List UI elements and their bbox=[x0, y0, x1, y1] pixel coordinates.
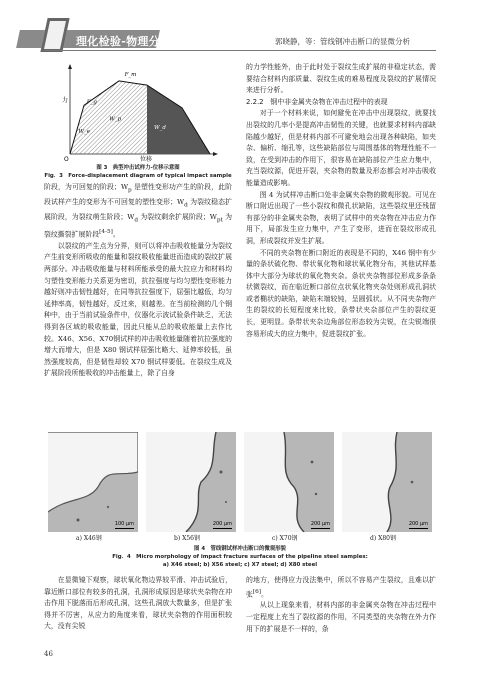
scale-bar-c: 200 μm bbox=[310, 521, 330, 527]
panel-label-a: a) X46钢 bbox=[76, 535, 102, 542]
journal-name: 理化检验-物理分册 bbox=[76, 35, 172, 48]
figure3-caption-en: Fig．3 Force-displacement diagram of typical impact sample bbox=[44, 173, 232, 179]
left-paragraph-1: 阶段，为可回复的阶段；$W_p$ 是塑性变形功产生的阶段，此阶段试样产生的变形为不可回复的塑性变形；$W_d$ 为裂纹稳态扩展阶段，为裂纹萌生阶段；$W_d$ 为裂纹剩余扩展阶段；$W_{pt}$ 为裂纹撕裂扩展阶段[4-5]。 bbox=[44, 183, 232, 239]
section-heading: 2.2.2 钢中非金属夹杂物在冲击过程中的表现 bbox=[246, 97, 388, 106]
page-number: 46 bbox=[44, 650, 53, 658]
y-axis-label: 力 bbox=[62, 97, 69, 104]
scale-bar-b: 200 μm bbox=[212, 521, 232, 527]
micrograph-b bbox=[146, 432, 236, 532]
right-paragraph-0: 的力学性能外，由于此时处于裂纹生成扩展的非稳定状态，需要结合材料内部质量、裂纹生成的难易程度及裂纹的扩展情况来进行分析。 bbox=[246, 63, 436, 95]
bottom-right-column bbox=[246, 575, 436, 635]
figure4-caption-en: Fig．4 Micro morphology of impact fracture surfaces of the pipeline steel samples: bbox=[112, 554, 368, 560]
micrograph-d bbox=[342, 432, 432, 532]
scale-bar-d: 200 μm bbox=[408, 521, 428, 527]
right-paragraph-3: 不同的夹杂物在断口附近的表现是不同的，X46 钢中有少量的条状硫化物、带状氧化物和球状氧化物分布，其他试样基体中大部分为球状的氧化物夹杂。条状夹杂物部位形成多条条状微裂纹，而在临近断口部位点状氧化物夹杂处则形成孔洞状或者椭状的缺陷，缺陷末端较钝，呈圆弧状。从不同夹杂物产生的裂纹的长短程度来比较，条带状夹杂部位产生的裂纹更长，更明显。条带状夹杂边角部位形态较为尖锐，在尖锐端很容易形成大的应力集中，促进裂纹扩张。 bbox=[246, 248, 436, 338]
x-axis-label: 位移 bbox=[140, 156, 153, 162]
right-paragraph-1: 对于一个材料来说，如何避免在冲击中出现裂纹，就要找出裂纹的几率小是提高冲击韧性的关键，也就要求材料内部缺陷越少越好，但是材料内部不可避免地会出现各种缺陷，如夹杂、偏析、缩孔等，这些缺陷部位与周围基体的物理性能不一致，在受到冲击的作用下，很容易在缺陷部位产生应力集中，充当裂纹源，促进开裂，夹杂物的数量及形态都会对冲击吸收能量造成影响。 bbox=[246, 109, 436, 187]
figure3-chart bbox=[48, 62, 228, 162]
figure4-caption-en2: a) X46 steel; b) X56 steel; c) X7 steel; d) X80 steel bbox=[162, 562, 318, 568]
micrograph-a bbox=[48, 432, 138, 532]
panel-label-b: b) X56钢 bbox=[174, 535, 200, 542]
micrograph-c bbox=[244, 432, 334, 532]
running-head: 郭晓静，等：管线钢冲击断口的显微分析 bbox=[275, 37, 410, 46]
bottom-right-paragraph-2: 从以上现象来看，材料内部的非金属夹杂物在冲击过程中一定程度上充当了裂纹源的作用，不同类型的夹杂物在外力作用下的扩展是不一样的，条 bbox=[246, 601, 436, 633]
left-column bbox=[44, 182, 232, 380]
right-paragraph-2: 图 4 为试样冲击断口处非金属夹杂物的微观形貌。可见在断口附近出现了一些小裂纹和微孔状缺陷，这些裂纹里还残留有部分的非金属夹杂物，表明了试样中的夹杂物在冲击应力作用下，局部发生应力集中，产生了变形，进而在裂纹形成孔洞，形成裂纹并发生扩展。 bbox=[246, 190, 436, 245]
header-rule bbox=[44, 50, 436, 51]
bottom-left-column bbox=[44, 575, 232, 633]
point-label: F_m bbox=[124, 71, 137, 78]
region-label: W_d bbox=[154, 124, 166, 131]
region-label: W_p bbox=[109, 116, 122, 123]
bottom-right-paragraph-1: 的地方，使得应力没法集中，所以不容易产生裂纹，且难以扩张[6]。 bbox=[246, 576, 436, 598]
propagation-region bbox=[147, 85, 210, 154]
scale-bar-a: 100 μm bbox=[114, 521, 134, 527]
panel-label-d: d) X80钢 bbox=[370, 535, 396, 542]
right-column bbox=[246, 62, 436, 340]
left-paragraph-2: 以裂纹的产生点为分界，则可以将冲击吸收能量分为裂纹产生前变形所吸收的能量和裂纹吸收能量进而造成的裂纹扩展两部分。冲击吸收能量与材料所能承受的最大拉应力和材料均匀塑性变形能力关系更为密切，抗拉强度与均匀塑性变形能力越好则冲击韧性越好，在同等抗拉强度下，屈强比越低，均匀延伸率高，韧性越好，反过来，则越差。在当前检测的几个钢种中，由于当前试验条件中，仪器化示波试验条件缺乏，无法得到各区域的吸收能量，因此只能从总的吸收能量上去作比较。X46、X56、X70钢试样的冲击吸收能量随着抗拉强度的增大而增大，但是 X80 钢试样屈强比略大、延伸率较低，虽然强度较高，但是韧性却较 X70 钢试样要低。在裂纹生成及扩展阶段所能吸收的冲击能量上，除了自身 bbox=[44, 241, 232, 378]
region-label: W_e bbox=[78, 129, 91, 135]
figure4-caption bbox=[44, 545, 436, 569]
figure3-caption bbox=[44, 164, 232, 180]
panel-label-c: c) X70钢 bbox=[272, 535, 298, 542]
figure3-caption-zh: 图 3 典型冲击试样力-位移示意图 bbox=[96, 165, 180, 171]
page-header bbox=[0, 0, 480, 56]
bottom-left-paragraph: 在显微镜下观察，球状氧化物边界较平滑、冲击试验后，靠近断口部位有较多的孔洞，孔洞形成原因是球状夹杂物在冲击作用下脱落而后形成孔洞，这些孔洞放大数量多，但是扩张得并不厉害，从应力的角度来看，球状夹杂物的作用面积较大，没有尖锐 bbox=[44, 576, 232, 631]
origin-label: O bbox=[64, 156, 69, 162]
figure4-caption-zh: 图 4 管线钢试样冲击断口的微观形貌 bbox=[194, 546, 286, 552]
point-label: F_g bbox=[86, 99, 97, 106]
